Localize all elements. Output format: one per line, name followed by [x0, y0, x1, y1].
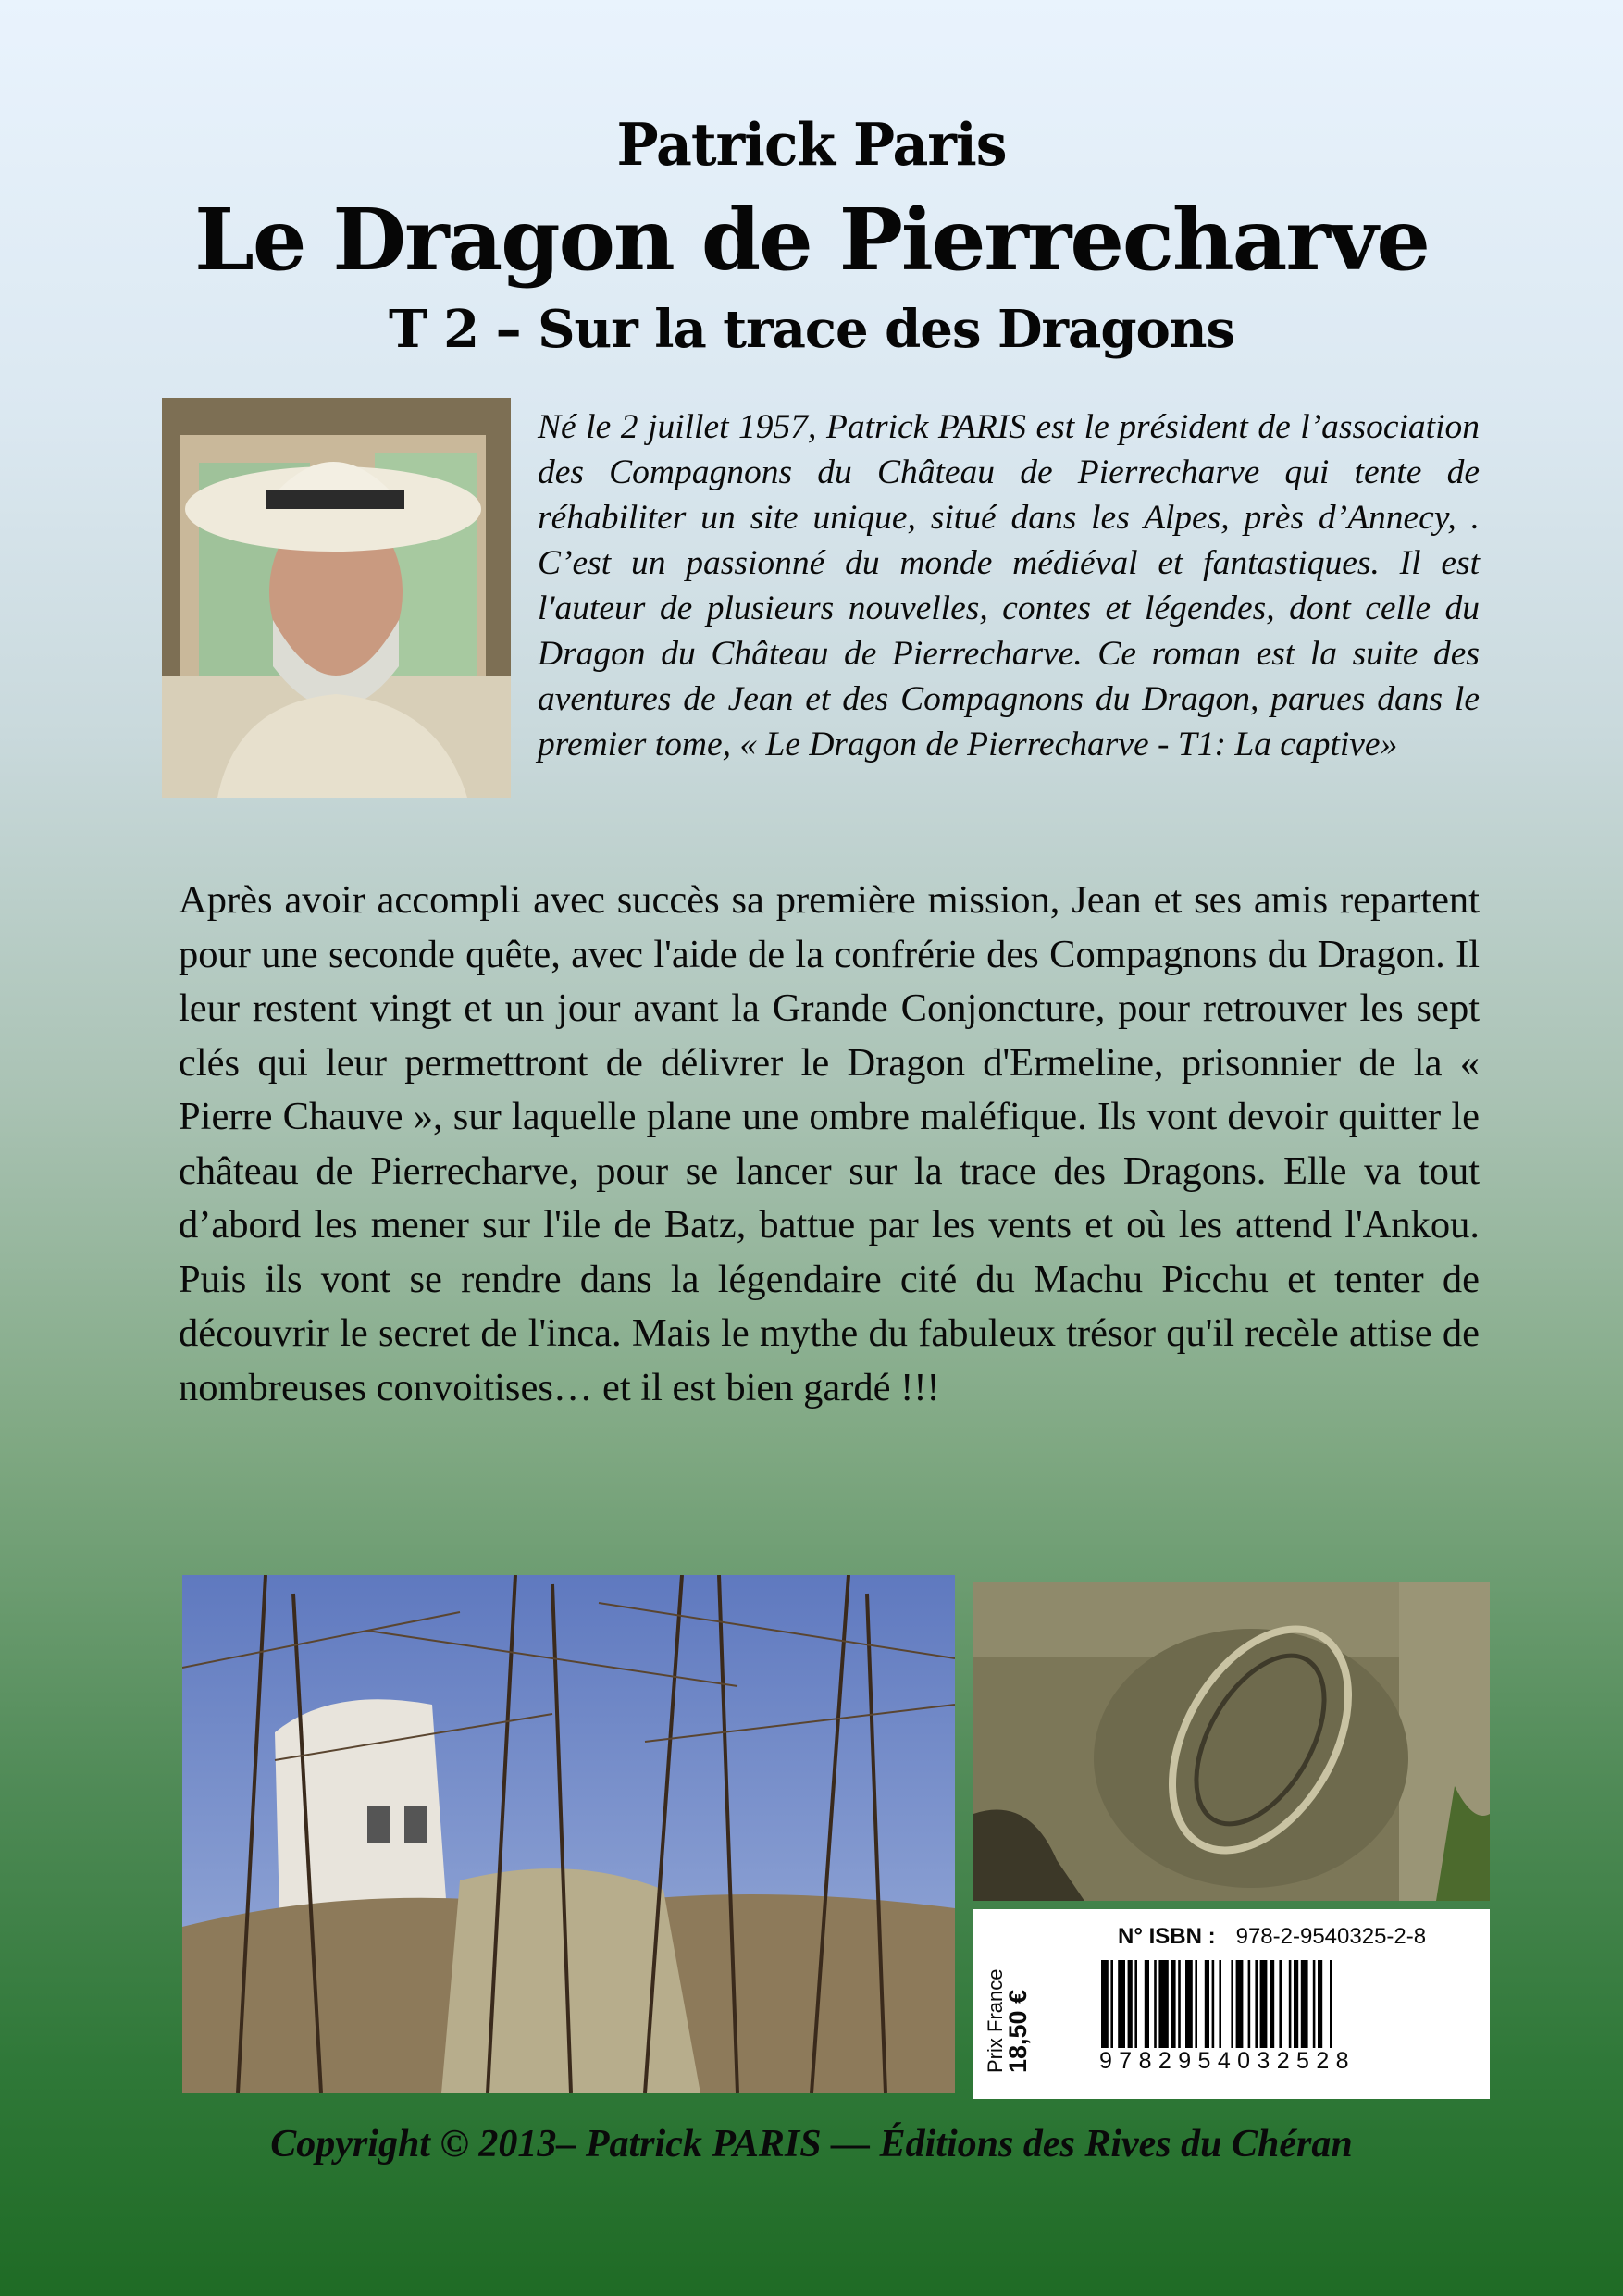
isbn-label: N° ISBN : [1118, 1924, 1216, 1949]
barcode-bar [1134, 1960, 1137, 2048]
barcode-bar [1128, 1960, 1133, 2048]
barcode-bar [1171, 1960, 1175, 2048]
castle-photo [182, 1575, 955, 2093]
rock-carving-photo [973, 1582, 1490, 1901]
barcode-bar [1313, 1960, 1316, 2048]
isbn-number: 978-2-9540325-2-8 [1235, 1924, 1427, 1949]
barcode-bar [1279, 1960, 1282, 2048]
author-title: Patrick Paris [616, 111, 1007, 180]
barcode-bar [1294, 1960, 1298, 2048]
synopsis: Après avoir accompli avec succès sa première mission, Jean et ses amis repartent pour une seconde quête, avec l'aide de la confrérie des Compagnons du Dragon. Il leur restent vingt et un jour avant la Grande Conjoncture, pour retrouver les sept clés qui leur permettront de délivrer le Dragon d'Ermeline, prisonnier de la « Pierre Chauve », sur laquelle plane une ombre maléfique. Ils vont devoir quitter le château de Pierrecharve, pour se lancer sur la trace des Dragons. Elle va tout d’abord les mener sur l'ile de Batz, battue par les vents et où les attend l'Ankou. Puis ils vont se rendre dans la légendaire cité du Machu Picchu et tenter de découvrir le secret de l'inca. Mais le mythe du fabuleux trésor qu'il recèle attise de nombreuses convoitises… et il est bien gardé !!! [179, 878, 1480, 1409]
barcode-bar [1185, 1960, 1193, 2048]
author-bio: Né le 2 juillet 1957, Patrick PARIS est le président de l’association des Compagnons du Château de Pierrecharve qui tente de réhabiliter un site unique, situé dans les Alpes, près d’Annecy, . C’est un passionné du monde médiéval et fantastiques. Il est l'auteur de plusieurs nouvelles, contes et légendes, dont celle du Dragon du Château de Pierrecharve. Ce roman est la suite des aventures de Jean et des Compagnons du Dragon, parues dans le premier tome, « Le Dragon de Pierrecharve - T1: La captive» [538, 408, 1480, 763]
barcode-bar [1236, 1960, 1244, 2048]
barcode-bar [1110, 1960, 1113, 2048]
price-caption: Prix France [984, 1968, 1007, 2073]
book-subtitle: T 2 – Sur la trace des Dragons [388, 299, 1235, 360]
barcode-bar [1219, 1960, 1221, 2048]
author-photo [162, 398, 511, 798]
barcode-bar [1270, 1960, 1274, 2048]
barcode-bar [1205, 1960, 1209, 2048]
barcode-bar [1255, 1960, 1258, 2048]
book-title: Le Dragon de Pierrecharve [194, 190, 1429, 290]
barcode-bar [1212, 1960, 1215, 2048]
barcode-bar [1330, 1960, 1332, 2048]
barcode-bar [1301, 1960, 1308, 2048]
barcode-bar [1318, 1960, 1322, 2048]
barcode-bar [1118, 1960, 1125, 2048]
barcode-icon [1101, 1960, 1471, 2048]
isbn-line [1118, 1924, 1426, 1950]
price-label [984, 1934, 1032, 2073]
copyright-line: Copyright © 2013– Patrick PARIS — Éditions des Rives du Chéran [270, 2123, 1353, 2166]
barcode-bar [1158, 1960, 1168, 2048]
barcode-bar [1101, 1960, 1109, 2048]
barcode-bar [1248, 1960, 1251, 2048]
price-value: 18,50 € [1004, 1989, 1032, 2073]
barcode-bar [1178, 1960, 1181, 2048]
barcode-bar [1145, 1960, 1149, 2048]
barcode-bar [1260, 1960, 1268, 2048]
barcode-bar [1231, 1960, 1233, 2048]
barcode-bar [1195, 1960, 1197, 2048]
barcode-bar [1154, 1960, 1157, 2048]
barcode-digits: 9782954032528 [1099, 2048, 1356, 2074]
barcode-bar [1289, 1960, 1292, 2048]
